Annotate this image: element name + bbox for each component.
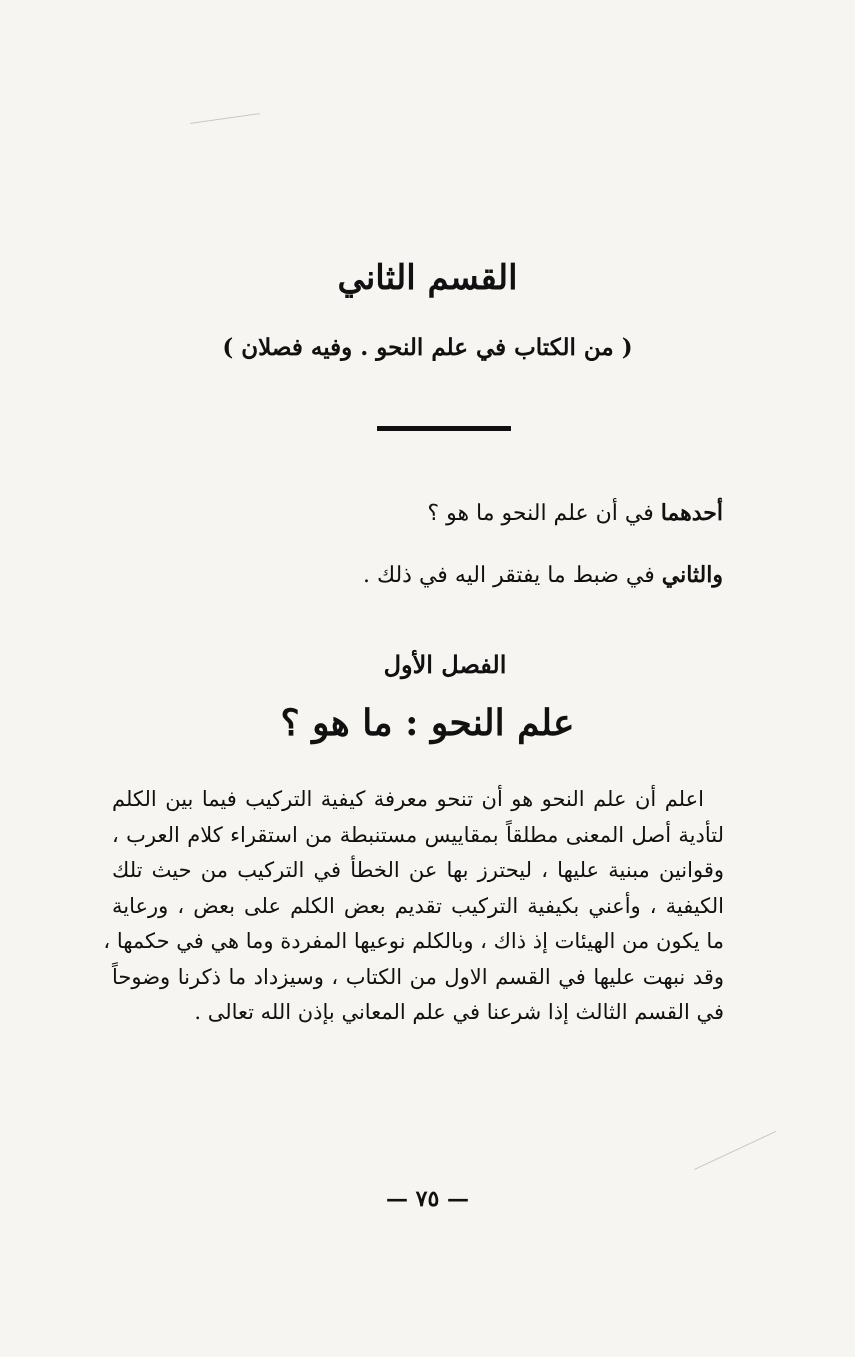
overview-second [123, 562, 723, 588]
page-number: — ٧٥ — [386, 1186, 469, 1212]
overview-second-label: والثاني [661, 562, 723, 588]
section-subtitle: ( من الكتاب في علم النحو . وفيه فصلان ) [222, 334, 633, 361]
overview-first-label: أحدهما [660, 500, 723, 526]
body-line: الكيفية ، وأعني بكيفية التركيب تقديم بعض الكلم على بعض ، ورعاية [112, 893, 724, 918]
body-line: في القسم الثالث إذا شرعنا في علم المعاني بإذن الله تعالى . [194, 1000, 724, 1024]
chapter-label: الفصل الأول [383, 650, 507, 679]
paper-mark [190, 113, 259, 124]
overview-first-text: في أن علم النحو ما هو ؟ [427, 501, 661, 526]
section-title: القسم الثاني [337, 258, 518, 298]
overview-first [123, 500, 723, 526]
body-paragraph [103, 782, 724, 1031]
body-line: وقد نبهت عليها في القسم الاول من الكتاب ، وسيزداد ما ذكرنا وضوحاً [112, 964, 724, 989]
overview-second-text: في ضبط ما يفتقر اليه في ذلك . [362, 563, 662, 588]
divider-rule [377, 426, 511, 431]
body-line: ما يكون من الهيئات إذ ذاك ، وبالكلم نوعيها المفردة وما هي في حكمها ، [103, 929, 724, 953]
body-line: لتأدية أصل المعنى مطلقاً بمقاييس مستنبطة من استقراء كلام العرب ، [112, 822, 724, 847]
paper-mark [694, 1131, 776, 1170]
chapter-title: علم النحو : ما هو ؟ [280, 702, 575, 744]
body-line: وقوانين مبنية عليها ، ليحترز بها عن الخطأ في التركيب من حيث تلك [112, 858, 724, 882]
body-line: اعلم أن علم النحو هو أن تنحو معرفة كيفية التركيب فيما بين الكلم [112, 787, 704, 811]
